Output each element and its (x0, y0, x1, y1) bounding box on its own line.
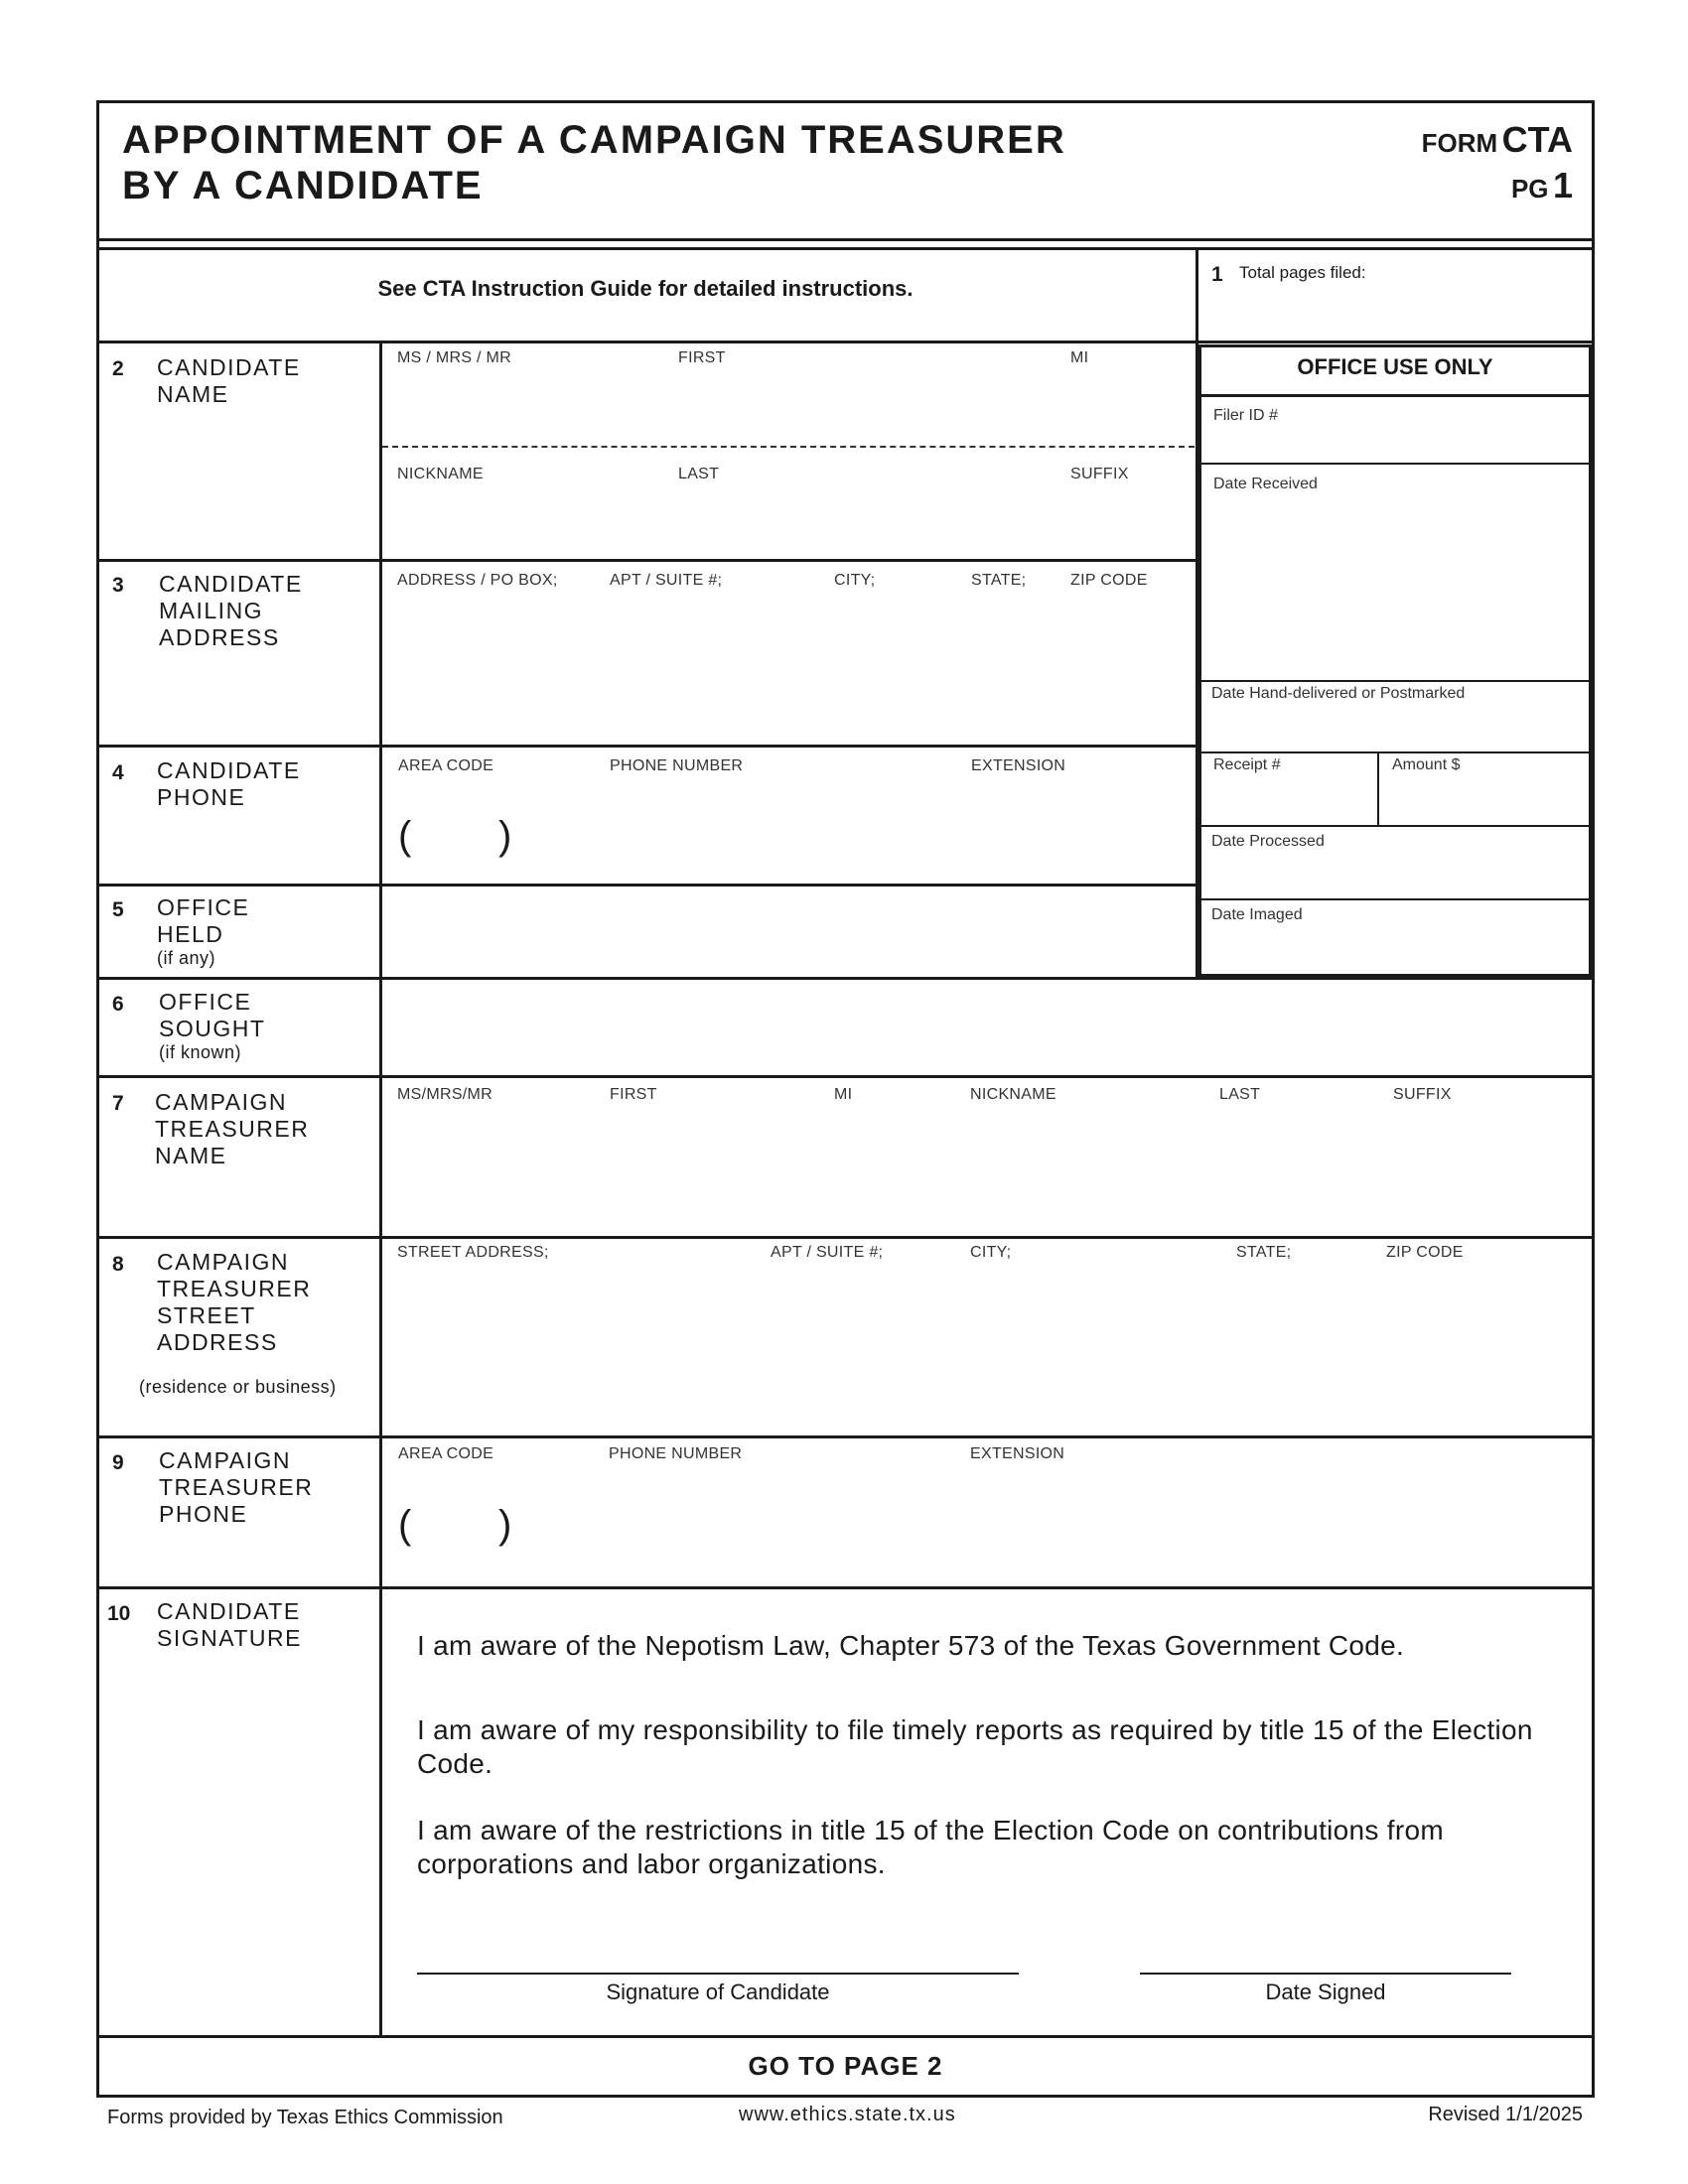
total-pages-label: Total pages filed: (1239, 263, 1366, 282)
form-code: FORM CTA (1421, 119, 1573, 160)
date-signed-field[interactable] (1140, 1916, 1511, 1972)
suffix-caption: SUFFIX (1393, 1086, 1452, 1103)
date-signed-label: Date Signed (1265, 1979, 1386, 2004)
date-hand-delivered-label: Date Hand-delivered or Postmarked (1211, 685, 1466, 702)
date-processed-label: Date Processed (1211, 833, 1325, 850)
nickname-caption: NICKNAME (970, 1086, 1056, 1103)
first-name-caption: FIRST (610, 1086, 657, 1103)
section-number: 7 (112, 1092, 124, 1115)
salutation-caption: MS/MRS/MR (397, 1086, 493, 1103)
signature-label: Signature of Candidate (606, 1979, 830, 2004)
middle-initial-caption: MI (1070, 349, 1089, 366)
divider (96, 745, 1196, 748)
last-name-caption: LAST (1219, 1086, 1261, 1103)
date-signed-line (1140, 1973, 1511, 1975)
candidate-name-field-top[interactable] (382, 373, 1192, 443)
section-label: CANDIDATE PHONE (157, 757, 301, 810)
section-number: 8 (112, 1253, 124, 1276)
middle-initial-caption: MI (834, 1086, 853, 1103)
extension-caption: EXTENSION (971, 757, 1066, 774)
paren-close: ) (498, 814, 512, 858)
last-name-caption: LAST (678, 466, 720, 482)
section-label: CANDIDATE MAILING ADDRESS (159, 571, 303, 650)
section-label: CAMPAIGN TREASURER PHONE (159, 1447, 314, 1527)
candidate-address-field[interactable] (382, 596, 1192, 741)
extension-caption: EXTENSION (970, 1445, 1065, 1462)
treasurer-address-field[interactable] (382, 1268, 1590, 1432)
section-label: CANDIDATE SIGNATURE (157, 1598, 302, 1651)
section-number: 2 (112, 357, 124, 380)
suffix-caption: SUFFIX (1070, 466, 1129, 482)
divider (1196, 248, 1198, 343)
divider (96, 1075, 1595, 1078)
footer-revised: Revised 1/1/2025 (1428, 2104, 1583, 2125)
state-caption: STATE; (971, 572, 1027, 589)
total-pages-number: 1 (1211, 263, 1223, 286)
signature-field[interactable] (417, 1916, 1019, 1972)
treasurer-name-field[interactable] (382, 1110, 1590, 1233)
section-label: OFFICE SOUGHT (159, 989, 266, 1041)
form-title-line1: APPOINTMENT OF A CAMPAIGN TREASURER (122, 118, 1066, 162)
office-use-title: OFFICE USE ONLY (1297, 354, 1493, 379)
divider (96, 238, 1595, 241)
divider (96, 341, 1196, 343)
office-held-field[interactable] (382, 887, 1192, 974)
office-use-box (1198, 344, 1592, 977)
section-label: OFFICE HELD (157, 894, 250, 947)
footer-commission: Forms provided by Texas Ethics Commission (107, 2107, 503, 2128)
divider (96, 1435, 1595, 1438)
state-caption: STATE; (1236, 1244, 1292, 1261)
apt-caption: APT / SUITE #; (610, 572, 723, 589)
divider (1199, 463, 1591, 465)
divider (1199, 751, 1591, 753)
date-imaged-label: Date Imaged (1211, 906, 1303, 923)
zip-caption: ZIP CODE (1386, 1244, 1464, 1261)
office-sought-field[interactable] (382, 980, 1590, 1071)
section-label: CAMPAIGN TREASURER NAME (155, 1089, 310, 1168)
total-pages-field[interactable] (1251, 290, 1579, 334)
divider (1199, 825, 1591, 827)
phone-number-caption: PHONE NUMBER (610, 757, 744, 774)
section-number: 10 (107, 1602, 131, 1625)
dashed-divider (382, 446, 1195, 448)
divider (96, 1586, 1595, 1589)
section-sublabel: (if any) (157, 948, 216, 968)
apt-caption: APT / SUITE #; (771, 1244, 884, 1261)
divider (1199, 898, 1591, 900)
section-label: CAMPAIGN TREASURER STREET ADDRESS (157, 1249, 312, 1355)
page-number: PG 1 (1510, 165, 1573, 205)
section-sublabel: (residence or business) (139, 1377, 337, 1397)
footer-website: www.ethics.state.tx.us (739, 2104, 956, 2125)
divider (1377, 752, 1379, 826)
section-number: 9 (112, 1451, 124, 1474)
section-label: CANDIDATE NAME (157, 354, 301, 407)
divider (96, 247, 1595, 250)
form-title-line2: BY A CANDIDATE (122, 164, 484, 207)
street-address-caption: STREET ADDRESS; (397, 1244, 549, 1261)
instructions-text: See CTA Instruction Guide for detailed instructions. (377, 276, 914, 301)
section-number: 4 (112, 761, 124, 784)
divider (1196, 341, 1595, 343)
section-sublabel: (if known) (159, 1042, 242, 1062)
first-name-caption: FIRST (678, 349, 726, 366)
divider (96, 2035, 1595, 2038)
date-received-label: Date Received (1213, 476, 1318, 492)
area-code-caption: AREA CODE (398, 1445, 494, 1462)
section-number: 6 (112, 993, 124, 1016)
contributions-statement: I am aware of the restrictions in title 15 of the Election Code on contributions from corporations and labor organizations. (417, 1815, 1445, 1879)
city-caption: CITY; (970, 1244, 1012, 1261)
phone-number-caption: PHONE NUMBER (609, 1445, 743, 1462)
area-code-caption: AREA CODE (398, 757, 494, 774)
divider (96, 1236, 1595, 1239)
divider (96, 559, 1196, 562)
section-number: 3 (112, 574, 124, 597)
salutation-caption: MS / MRS / MR (397, 349, 512, 366)
city-caption: CITY; (834, 572, 876, 589)
signature-line (417, 1973, 1019, 1975)
candidate-phone-field[interactable] (382, 784, 1192, 880)
nepotism-statement: I am aware of the Nepotism Law, Chapter 573 of the Texas Government Code. (417, 1630, 1405, 1661)
treasurer-phone-field[interactable] (382, 1469, 1590, 1582)
address-caption: ADDRESS / PO BOX; (397, 572, 558, 589)
zip-caption: ZIP CODE (1070, 572, 1148, 589)
section-number: 5 (112, 898, 124, 921)
candidate-name-field-bottom[interactable] (382, 488, 1192, 556)
paren-open: ( (398, 814, 412, 858)
filer-id-label: Filer ID # (1213, 407, 1278, 424)
reporting-statement: I am aware of my responsibility to file timely reports as required by title 15 of the Election Code. (417, 1714, 1533, 1779)
nickname-caption: NICKNAME (397, 466, 484, 482)
divider (1199, 394, 1591, 397)
divider (1199, 680, 1591, 682)
paren-close: ) (498, 1503, 512, 1547)
go-to-page-2: GO TO PAGE 2 (748, 2051, 943, 2081)
receipt-label: Receipt # (1213, 756, 1281, 773)
paren-open: ( (398, 1503, 412, 1547)
amount-label: Amount $ (1392, 756, 1461, 773)
